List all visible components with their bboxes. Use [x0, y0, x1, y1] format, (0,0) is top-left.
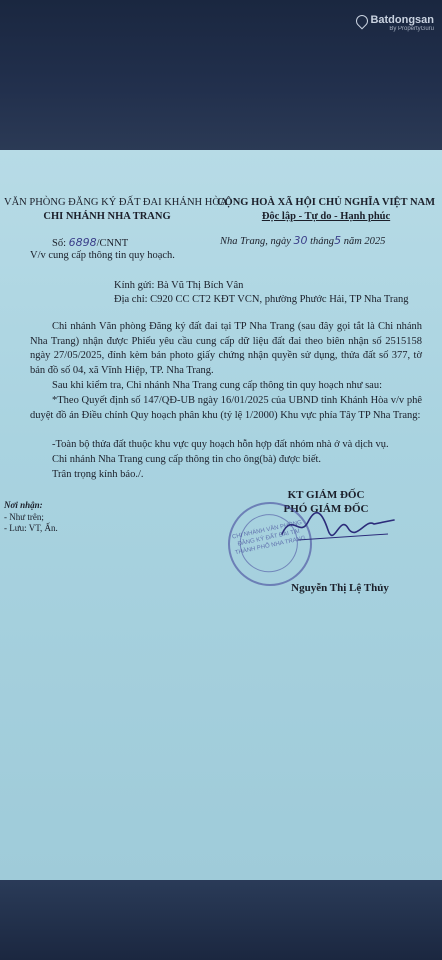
body-paragraph: Chi nhánh Văn phòng Đăng ký đất đai tại TP Nha Trang (sau đây gọi tắt là Chi nhánh Nha Trang) nhận được Phiếu yêu cầu cung cấp dữ liệu đất đai theo biên nhận số 2515158 ngày 27/05/2025, đính kèm bản photo giấy chứng nhận quyền sử dụng, thửa đất số 377, tờ bản đồ số 04, xã Vĩnh Hiệp, TP. Nha Trang. — [30, 321, 422, 376]
body-paragraph: Chi nhánh Nha Trang cung cấp thông tin cho ông(bà) được biết. — [52, 454, 322, 465]
official-stamp: CHI NHÁNH VĂN PHÒNG ĐĂNG KÝ ĐẤT ĐAI TẠI THÀNH PHỐ NHA TRANG — [220, 494, 320, 594]
body-paragraph: Sau khi kiểm tra, Chi nhánh Nha Trang cung cấp thông tin quy hoạch như sau: — [52, 380, 382, 391]
document-date: Nha Trang, ngày 30 tháng5 năm 2025 — [220, 234, 386, 247]
document-subject: V/v cung cấp thông tin quy hoạch. — [30, 250, 175, 261]
receivers-list: Nơi nhận: - Như trên; - Lưu: VT, Ấn. — [4, 500, 58, 533]
document-number: Số: 6898/CNNT — [52, 236, 129, 249]
signature-title: KT GIÁM ĐỐC PHÓ GIÁM ĐỐC — [283, 489, 369, 515]
recipient-address: Địa chỉ: C920 CC CT2 KĐT VCN, phường Phước Hải, TP Nha Trang — [114, 294, 409, 305]
recipient-name: Kính gửi: Bà Vũ Thị Bích Vân — [114, 280, 244, 291]
watermark: Batdongsan By PropertyGuru — [370, 14, 434, 32]
body-paragraph: Trân trọng kính báo./. — [52, 469, 144, 480]
document-paper — [0, 150, 442, 880]
background-bottom — [0, 880, 442, 960]
body-paragraph: -Toàn bộ thửa đất thuộc khu vực quy hoạch hỗn hợp đất nhóm nhà ở và dịch vụ. — [52, 439, 389, 450]
issuing-organization: VĂN PHÒNG ĐĂNG KÝ ĐẤT ĐAI KHÁNH HÒA CHI NHÁNH NHA TRANG — [4, 197, 228, 222]
national-motto: CỘNG HOÀ XÃ HỘI CHỦ NGHĨA VIỆT NAM Độc lập - Tự do - Hạnh phúc — [216, 197, 436, 222]
signer-name: Nguyễn Thị Lệ Thủy — [291, 582, 389, 594]
handwritten-signature — [278, 504, 398, 544]
body-paragraph: *Theo Quyết định số 147/QĐ-UB ngày 16/01/2025 của UBND tỉnh Khánh Hòa v/v phê duyệt đồ án Điều chỉnh Quy hoạch phân khu (tỷ lệ 1/2000) Khu vực phía Tây TP Nha Trang: — [30, 395, 422, 421]
